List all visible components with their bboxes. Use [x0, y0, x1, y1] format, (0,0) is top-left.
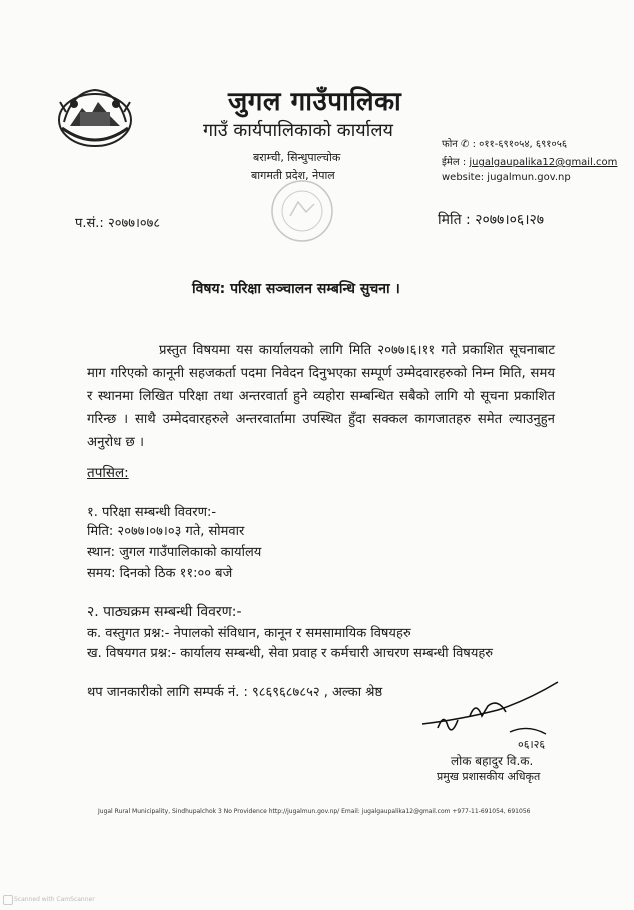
camscanner-icon	[3, 895, 13, 905]
further-info-contact: थप जानकारीको लागि सम्पर्क नं. : ९८६९६८७८५२ , अल्का श्रेष्ठ	[87, 685, 383, 700]
exam-date: मिति: २०७७।०७।०३ गते, सोमवार	[87, 524, 245, 539]
exam-details-heading: १. परिक्षा सम्बन्धी विवरण:-	[87, 505, 217, 520]
subject-line: विषय: परिक्षा सञ्चालन सम्बन्धि सुचना ।	[192, 281, 400, 297]
exam-time: समय: दिनको ठिक ११:०० बजे	[87, 566, 233, 581]
phone-number: फोन ✆ : ०११-६९१०५४, ६९१०५६	[442, 139, 568, 150]
reference-number: प.सं.: २०७७।०७८	[75, 216, 161, 231]
exam-venue: स्थान: जुगल गाउँपालिकाको कार्यालय	[87, 545, 262, 560]
body-text: प्रस्तुत विषयमा यस कार्यालयको लागि मिति २०७७।६।११ गते प्रकाशित सूचनाबाट माग गरिएको कानूनी सहजकर्ता पदमा निवेदन दिनुभएका सम्पूर्ण उम्मेदवारहरुको निम्न मिति, समय र स्थानमा लिखित परिक्षा तथा अन्तरवार्ता हुने व्यहोरा सम्बन्धित सबैको लागि यो सूचना प्रकाशित गरिन्छ । साथै उम्मेदवारहरुले अन्तरवार्तामा उपस्थित हुँदा सक्कल कागजातहरु समेत ल्याउनुहुन अनुरोध छ ।	[87, 343, 555, 450]
email-line	[442, 154, 617, 168]
footer-contact: Jugal Rural Municipality, Sindhupalchok 3 No Providence http://jugalmun.gov.np/ Email: jugalgaupalika12@gmail.com +977-11-691054, 691056	[98, 808, 531, 815]
schedule-heading: तपसिल:	[87, 465, 129, 481]
address-line-1: बराम्ची, सिन्धुपाल्चोक	[253, 151, 341, 164]
organization-name: जुगल गाउँपालिका	[228, 87, 402, 117]
office-seal-stamp	[262, 176, 342, 246]
email-label: ईमेल :	[442, 157, 467, 168]
letter-date: मिति : २०७७।०६।२७	[438, 212, 545, 228]
signatory-title: प्रमुख प्रशासकीय अधिकृत	[437, 770, 541, 783]
email-address[interactable]: jugalgaupalika12@gmail.com	[469, 157, 618, 168]
handwritten-signature	[418, 676, 568, 756]
signature-date: ०६।२६	[518, 738, 546, 751]
website-line[interactable]: website: jugalmun.gov.np	[442, 172, 571, 183]
signatory-name: लोक बहादुर वि.क.	[451, 754, 534, 768]
office-name: गाउँ कार्यपालिकाको कार्यालय	[203, 120, 393, 141]
objective-questions: क. वस्तुगत प्रश्न:- नेपालको संविधान, कानून र समसामायिक विषयहरु	[87, 626, 411, 641]
subjective-questions: ख. विषयगत प्रश्न:- कार्यालय सम्बन्धी, सेवा प्रवाह र कर्मचारी आचरण सम्बन्धी विषयहरु	[87, 646, 494, 661]
address-line-2: बागमती प्रदेश, नेपाल	[251, 169, 335, 182]
scanner-watermark: Scanned with CamScanner	[14, 896, 95, 903]
nepal-emblem-logo	[52, 82, 138, 154]
body-paragraph	[87, 339, 555, 454]
syllabus-heading: २. पाठ्यक्रम सम्बन्धी विवरण:-	[87, 604, 242, 620]
